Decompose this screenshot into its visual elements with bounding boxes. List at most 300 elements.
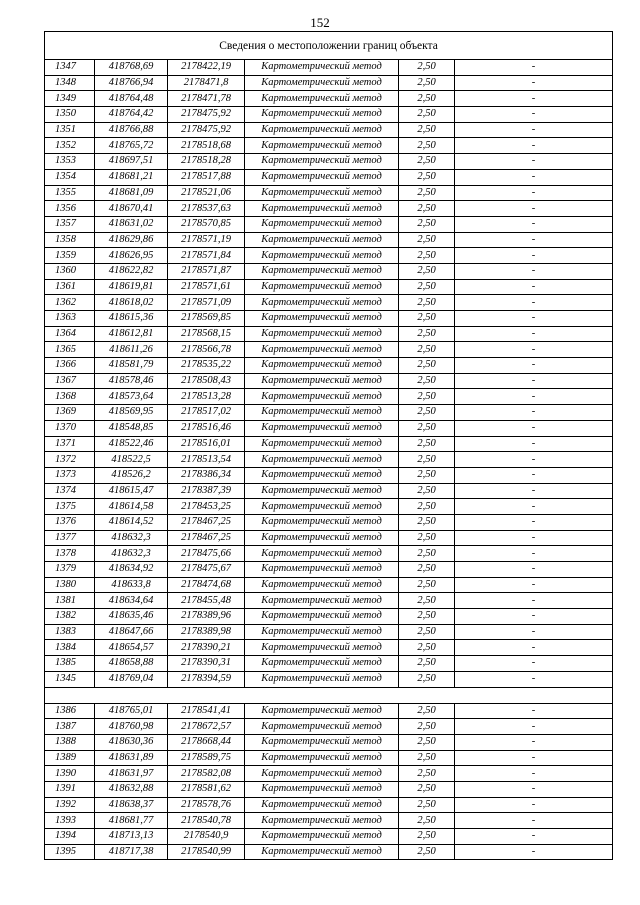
point-number-cell: 1347 [45, 60, 95, 76]
note-cell: - [455, 813, 613, 829]
x-coordinate-cell: 418764,42 [95, 107, 168, 123]
note-cell: - [455, 467, 613, 483]
table-row [45, 201, 613, 217]
accuracy-cell: 2,50 [399, 201, 455, 217]
point-number-cell: 1392 [45, 797, 95, 813]
y-coordinate-cell: 2178589,75 [168, 750, 245, 766]
table-row [45, 342, 613, 358]
table-row [45, 750, 613, 766]
x-coordinate-cell: 418635,46 [95, 609, 168, 625]
x-coordinate-cell: 418681,77 [95, 813, 168, 829]
table-row [45, 405, 613, 421]
accuracy-cell: 2,50 [399, 577, 455, 593]
y-coordinate-cell: 2178474,68 [168, 577, 245, 593]
y-coordinate-cell: 2178568,15 [168, 326, 245, 342]
accuracy-cell: 2,50 [399, 766, 455, 782]
note-cell: - [455, 452, 613, 468]
point-number-cell: 1371 [45, 436, 95, 452]
note-cell: - [455, 766, 613, 782]
accuracy-cell: 2,50 [399, 358, 455, 374]
accuracy-cell: 2,50 [399, 750, 455, 766]
accuracy-cell: 2,50 [399, 640, 455, 656]
note-cell: - [455, 232, 613, 248]
x-coordinate-cell: 418632,88 [95, 781, 168, 797]
method-cell: Картометрический метод [245, 326, 399, 342]
y-coordinate-cell: 2178540,99 [168, 844, 245, 860]
x-coordinate-cell: 418578,46 [95, 373, 168, 389]
table-row [45, 185, 613, 201]
y-coordinate-cell: 2178518,28 [168, 154, 245, 170]
note-cell: - [455, 624, 613, 640]
table-row [45, 60, 613, 76]
table-row [45, 734, 613, 750]
table-row [45, 122, 613, 138]
y-coordinate-cell: 2178389,98 [168, 624, 245, 640]
x-coordinate-cell: 418631,02 [95, 216, 168, 232]
note-cell: - [455, 358, 613, 374]
note-cell: - [455, 342, 613, 358]
method-cell: Картометрический метод [245, 640, 399, 656]
accuracy-cell: 2,50 [399, 546, 455, 562]
table-row [45, 75, 613, 91]
y-coordinate-cell: 2178578,76 [168, 797, 245, 813]
y-coordinate-cell: 2178513,54 [168, 452, 245, 468]
method-cell: Картометрический метод [245, 813, 399, 829]
x-coordinate-cell: 418569,95 [95, 405, 168, 421]
table-row [45, 577, 613, 593]
note-cell: - [455, 562, 613, 578]
point-number-cell: 1382 [45, 609, 95, 625]
x-coordinate-cell: 418615,36 [95, 311, 168, 327]
y-coordinate-cell: 2178516,46 [168, 420, 245, 436]
y-coordinate-cell: 2178516,01 [168, 436, 245, 452]
accuracy-cell: 2,50 [399, 624, 455, 640]
note-cell: - [455, 436, 613, 452]
x-coordinate-cell: 418526,2 [95, 467, 168, 483]
y-coordinate-cell: 2178570,85 [168, 216, 245, 232]
x-coordinate-cell: 418713,13 [95, 829, 168, 845]
point-number-cell: 1373 [45, 467, 95, 483]
point-number-cell: 1367 [45, 373, 95, 389]
x-coordinate-cell: 418612,81 [95, 326, 168, 342]
table-row [45, 389, 613, 405]
method-cell: Картометрический метод [245, 263, 399, 279]
y-coordinate-cell: 2178386,34 [168, 467, 245, 483]
table-row [45, 248, 613, 264]
accuracy-cell: 2,50 [399, 389, 455, 405]
x-coordinate-cell: 418766,88 [95, 122, 168, 138]
note-cell: - [455, 514, 613, 530]
table-row [45, 154, 613, 170]
method-cell: Картометрический метод [245, 671, 399, 687]
note-cell: - [455, 420, 613, 436]
accuracy-cell: 2,50 [399, 719, 455, 735]
table-row [45, 169, 613, 185]
table-row [45, 656, 613, 672]
point-number-cell: 1345 [45, 671, 95, 687]
note-cell: - [455, 185, 613, 201]
accuracy-cell: 2,50 [399, 499, 455, 515]
note-cell: - [455, 60, 613, 76]
note-cell: - [455, 122, 613, 138]
point-number-cell: 1364 [45, 326, 95, 342]
accuracy-cell: 2,50 [399, 326, 455, 342]
point-number-cell: 1356 [45, 201, 95, 217]
y-coordinate-cell: 2178540,78 [168, 813, 245, 829]
method-cell: Картометрический метод [245, 624, 399, 640]
accuracy-cell: 2,50 [399, 671, 455, 687]
x-coordinate-cell: 418631,89 [95, 750, 168, 766]
y-coordinate-cell: 2178389,96 [168, 609, 245, 625]
table-row [45, 436, 613, 452]
note-cell: - [455, 530, 613, 546]
accuracy-cell: 2,50 [399, 593, 455, 609]
point-number-cell: 1349 [45, 91, 95, 107]
y-coordinate-cell: 2178455,48 [168, 593, 245, 609]
accuracy-cell: 2,50 [399, 122, 455, 138]
note-cell: - [455, 107, 613, 123]
accuracy-cell: 2,50 [399, 467, 455, 483]
table-row [45, 609, 613, 625]
y-coordinate-cell: 2178672,57 [168, 719, 245, 735]
x-coordinate-cell: 418614,52 [95, 514, 168, 530]
accuracy-cell: 2,50 [399, 530, 455, 546]
note-cell: - [455, 577, 613, 593]
point-number-cell: 1359 [45, 248, 95, 264]
table-row [45, 232, 613, 248]
point-number-cell: 1393 [45, 813, 95, 829]
x-coordinate-cell: 418681,09 [95, 185, 168, 201]
accuracy-cell: 2,50 [399, 342, 455, 358]
table-title: Сведения о местоположении границ объекта [45, 32, 613, 60]
table-row [45, 452, 613, 468]
x-coordinate-cell: 418658,88 [95, 656, 168, 672]
accuracy-cell: 2,50 [399, 248, 455, 264]
note-cell: - [455, 75, 613, 91]
point-number-cell: 1360 [45, 263, 95, 279]
method-cell: Картометрический метод [245, 201, 399, 217]
point-number-cell: 1379 [45, 562, 95, 578]
note-cell: - [455, 326, 613, 342]
table-row [45, 813, 613, 829]
point-number-cell: 1363 [45, 311, 95, 327]
table-row [45, 216, 613, 232]
y-coordinate-cell: 2178540,9 [168, 829, 245, 845]
y-coordinate-cell: 2178521,06 [168, 185, 245, 201]
separator-cell [45, 687, 613, 703]
method-cell: Картометрический метод [245, 577, 399, 593]
x-coordinate-cell: 418522,46 [95, 436, 168, 452]
y-coordinate-cell: 2178467,25 [168, 530, 245, 546]
y-coordinate-cell: 2178475,92 [168, 122, 245, 138]
x-coordinate-cell: 418626,95 [95, 248, 168, 264]
x-coordinate-cell: 418670,41 [95, 201, 168, 217]
point-number-cell: 1388 [45, 734, 95, 750]
method-cell: Картометрический метод [245, 734, 399, 750]
method-cell: Картометрический метод [245, 781, 399, 797]
contour-separator-row [45, 687, 613, 703]
table-row [45, 326, 613, 342]
method-cell: Картометрический метод [245, 436, 399, 452]
method-cell: Картометрический метод [245, 562, 399, 578]
method-cell: Картометрический метод [245, 216, 399, 232]
point-number-cell: 1386 [45, 703, 95, 719]
accuracy-cell: 2,50 [399, 91, 455, 107]
method-cell: Картометрический метод [245, 514, 399, 530]
y-coordinate-cell: 2178518,68 [168, 138, 245, 154]
x-coordinate-cell: 418760,98 [95, 719, 168, 735]
y-coordinate-cell: 2178453,25 [168, 499, 245, 515]
method-cell: Картометрический метод [245, 829, 399, 845]
accuracy-cell: 2,50 [399, 514, 455, 530]
accuracy-cell: 2,50 [399, 734, 455, 750]
table-row [45, 703, 613, 719]
x-coordinate-cell: 418631,97 [95, 766, 168, 782]
method-cell: Картометрический метод [245, 389, 399, 405]
method-cell: Картометрический метод [245, 358, 399, 374]
table-row [45, 295, 613, 311]
y-coordinate-cell: 2178668,44 [168, 734, 245, 750]
note-cell: - [455, 750, 613, 766]
table-row [45, 797, 613, 813]
x-coordinate-cell: 418634,64 [95, 593, 168, 609]
note-cell: - [455, 154, 613, 170]
page-number: 152 [310, 15, 330, 30]
y-coordinate-cell: 2178513,28 [168, 389, 245, 405]
table-row [45, 91, 613, 107]
point-number-cell: 1362 [45, 295, 95, 311]
accuracy-cell: 2,50 [399, 844, 455, 860]
x-coordinate-cell: 418614,58 [95, 499, 168, 515]
x-coordinate-cell: 418633,8 [95, 577, 168, 593]
y-coordinate-cell: 2178571,09 [168, 295, 245, 311]
boundary-table [44, 31, 613, 860]
table-row [45, 766, 613, 782]
point-number-cell: 1355 [45, 185, 95, 201]
x-coordinate-cell: 418765,01 [95, 703, 168, 719]
accuracy-cell: 2,50 [399, 703, 455, 719]
note-cell: - [455, 373, 613, 389]
y-coordinate-cell: 2178571,84 [168, 248, 245, 264]
y-coordinate-cell: 2178508,43 [168, 373, 245, 389]
accuracy-cell: 2,50 [399, 781, 455, 797]
method-cell: Картометрический метод [245, 467, 399, 483]
method-cell: Картометрический метод [245, 499, 399, 515]
table-row [45, 138, 613, 154]
method-cell: Картометрический метод [245, 311, 399, 327]
y-coordinate-cell: 2178387,39 [168, 483, 245, 499]
method-cell: Картометрический метод [245, 60, 399, 76]
note-cell: - [455, 248, 613, 264]
y-coordinate-cell: 2178475,92 [168, 107, 245, 123]
accuracy-cell: 2,50 [399, 60, 455, 76]
method-cell: Картометрический метод [245, 797, 399, 813]
point-number-cell: 1380 [45, 577, 95, 593]
point-number-cell: 1351 [45, 122, 95, 138]
note-cell: - [455, 201, 613, 217]
table-header-row [45, 32, 613, 60]
note-cell: - [455, 703, 613, 719]
point-number-cell: 1389 [45, 750, 95, 766]
note-cell: - [455, 91, 613, 107]
table-row [45, 263, 613, 279]
x-coordinate-cell: 418522,5 [95, 452, 168, 468]
point-number-cell: 1384 [45, 640, 95, 656]
x-coordinate-cell: 418766,94 [95, 75, 168, 91]
point-number-cell: 1387 [45, 719, 95, 735]
point-number-cell: 1383 [45, 624, 95, 640]
note-cell: - [455, 781, 613, 797]
table-row [45, 671, 613, 687]
method-cell: Картометрический метод [245, 138, 399, 154]
accuracy-cell: 2,50 [399, 609, 455, 625]
y-coordinate-cell: 2178517,88 [168, 169, 245, 185]
note-cell: - [455, 719, 613, 735]
x-coordinate-cell: 418717,38 [95, 844, 168, 860]
point-number-cell: 1365 [45, 342, 95, 358]
note-cell: - [455, 656, 613, 672]
accuracy-cell: 2,50 [399, 185, 455, 201]
y-coordinate-cell: 2178582,08 [168, 766, 245, 782]
y-coordinate-cell: 2178467,25 [168, 514, 245, 530]
table-row [45, 420, 613, 436]
note-cell: - [455, 389, 613, 405]
point-number-cell: 1394 [45, 829, 95, 845]
x-coordinate-cell: 418573,64 [95, 389, 168, 405]
note-cell: - [455, 279, 613, 295]
note-cell: - [455, 483, 613, 499]
table-row [45, 467, 613, 483]
y-coordinate-cell: 2178475,66 [168, 546, 245, 562]
table-row [45, 514, 613, 530]
x-coordinate-cell: 418634,92 [95, 562, 168, 578]
x-coordinate-cell: 418697,51 [95, 154, 168, 170]
accuracy-cell: 2,50 [399, 405, 455, 421]
method-cell: Картометрический метод [245, 295, 399, 311]
point-number-cell: 1350 [45, 107, 95, 123]
accuracy-cell: 2,50 [399, 75, 455, 91]
accuracy-cell: 2,50 [399, 311, 455, 327]
x-coordinate-cell: 418764,48 [95, 91, 168, 107]
table-row [45, 546, 613, 562]
x-coordinate-cell: 418629,86 [95, 232, 168, 248]
y-coordinate-cell: 2178390,31 [168, 656, 245, 672]
method-cell: Картометрический метод [245, 342, 399, 358]
method-cell: Картометрический метод [245, 107, 399, 123]
y-coordinate-cell: 2178422,19 [168, 60, 245, 76]
y-coordinate-cell: 2178517,02 [168, 405, 245, 421]
x-coordinate-cell: 418622,82 [95, 263, 168, 279]
method-cell: Картометрический метод [245, 75, 399, 91]
x-coordinate-cell: 418615,47 [95, 483, 168, 499]
table-row [45, 373, 613, 389]
point-number-cell: 1378 [45, 546, 95, 562]
note-cell: - [455, 499, 613, 515]
y-coordinate-cell: 2178571,19 [168, 232, 245, 248]
method-cell: Картометрический метод [245, 154, 399, 170]
point-number-cell: 1390 [45, 766, 95, 782]
table-row [45, 358, 613, 374]
y-coordinate-cell: 2178571,87 [168, 263, 245, 279]
method-cell: Картометрический метод [245, 546, 399, 562]
point-number-cell: 1357 [45, 216, 95, 232]
accuracy-cell: 2,50 [399, 169, 455, 185]
accuracy-cell: 2,50 [399, 154, 455, 170]
point-number-cell: 1354 [45, 169, 95, 185]
note-cell: - [455, 138, 613, 154]
x-coordinate-cell: 418611,26 [95, 342, 168, 358]
point-number-cell: 1381 [45, 593, 95, 609]
accuracy-cell: 2,50 [399, 483, 455, 499]
table-row [45, 483, 613, 499]
point-number-cell: 1377 [45, 530, 95, 546]
point-number-cell: 1395 [45, 844, 95, 860]
method-cell: Картометрический метод [245, 169, 399, 185]
method-cell: Картометрический метод [245, 593, 399, 609]
accuracy-cell: 2,50 [399, 373, 455, 389]
note-cell: - [455, 671, 613, 687]
x-coordinate-cell: 418654,57 [95, 640, 168, 656]
table-row [45, 593, 613, 609]
note-cell: - [455, 797, 613, 813]
accuracy-cell: 2,50 [399, 797, 455, 813]
point-number-cell: 1361 [45, 279, 95, 295]
x-coordinate-cell: 418548,85 [95, 420, 168, 436]
accuracy-cell: 2,50 [399, 562, 455, 578]
note-cell: - [455, 216, 613, 232]
method-cell: Картометрический метод [245, 91, 399, 107]
table-row [45, 562, 613, 578]
table-row [45, 719, 613, 735]
method-cell: Картометрический метод [245, 609, 399, 625]
x-coordinate-cell: 418581,79 [95, 358, 168, 374]
method-cell: Картометрический метод [245, 248, 399, 264]
table-row [45, 499, 613, 515]
table-row [45, 829, 613, 845]
x-coordinate-cell: 418647,66 [95, 624, 168, 640]
point-number-cell: 1348 [45, 75, 95, 91]
x-coordinate-cell: 418632,3 [95, 546, 168, 562]
note-cell: - [455, 609, 613, 625]
note-cell: - [455, 295, 613, 311]
accuracy-cell: 2,50 [399, 232, 455, 248]
point-number-cell: 1366 [45, 358, 95, 374]
method-cell: Картометрический метод [245, 279, 399, 295]
accuracy-cell: 2,50 [399, 436, 455, 452]
accuracy-cell: 2,50 [399, 295, 455, 311]
note-cell: - [455, 263, 613, 279]
point-number-cell: 1369 [45, 405, 95, 421]
table-row [45, 781, 613, 797]
note-cell: - [455, 734, 613, 750]
accuracy-cell: 2,50 [399, 216, 455, 232]
y-coordinate-cell: 2178541,41 [168, 703, 245, 719]
method-cell: Картометрический метод [245, 122, 399, 138]
point-number-cell: 1376 [45, 514, 95, 530]
note-cell: - [455, 844, 613, 860]
accuracy-cell: 2,50 [399, 138, 455, 154]
accuracy-cell: 2,50 [399, 656, 455, 672]
point-number-cell: 1391 [45, 781, 95, 797]
point-number-cell: 1370 [45, 420, 95, 436]
y-coordinate-cell: 2178569,85 [168, 311, 245, 327]
x-coordinate-cell: 418681,21 [95, 169, 168, 185]
accuracy-cell: 2,50 [399, 263, 455, 279]
y-coordinate-cell: 2178390,21 [168, 640, 245, 656]
method-cell: Картометрический метод [245, 530, 399, 546]
x-coordinate-cell: 418630,36 [95, 734, 168, 750]
point-number-cell: 1374 [45, 483, 95, 499]
